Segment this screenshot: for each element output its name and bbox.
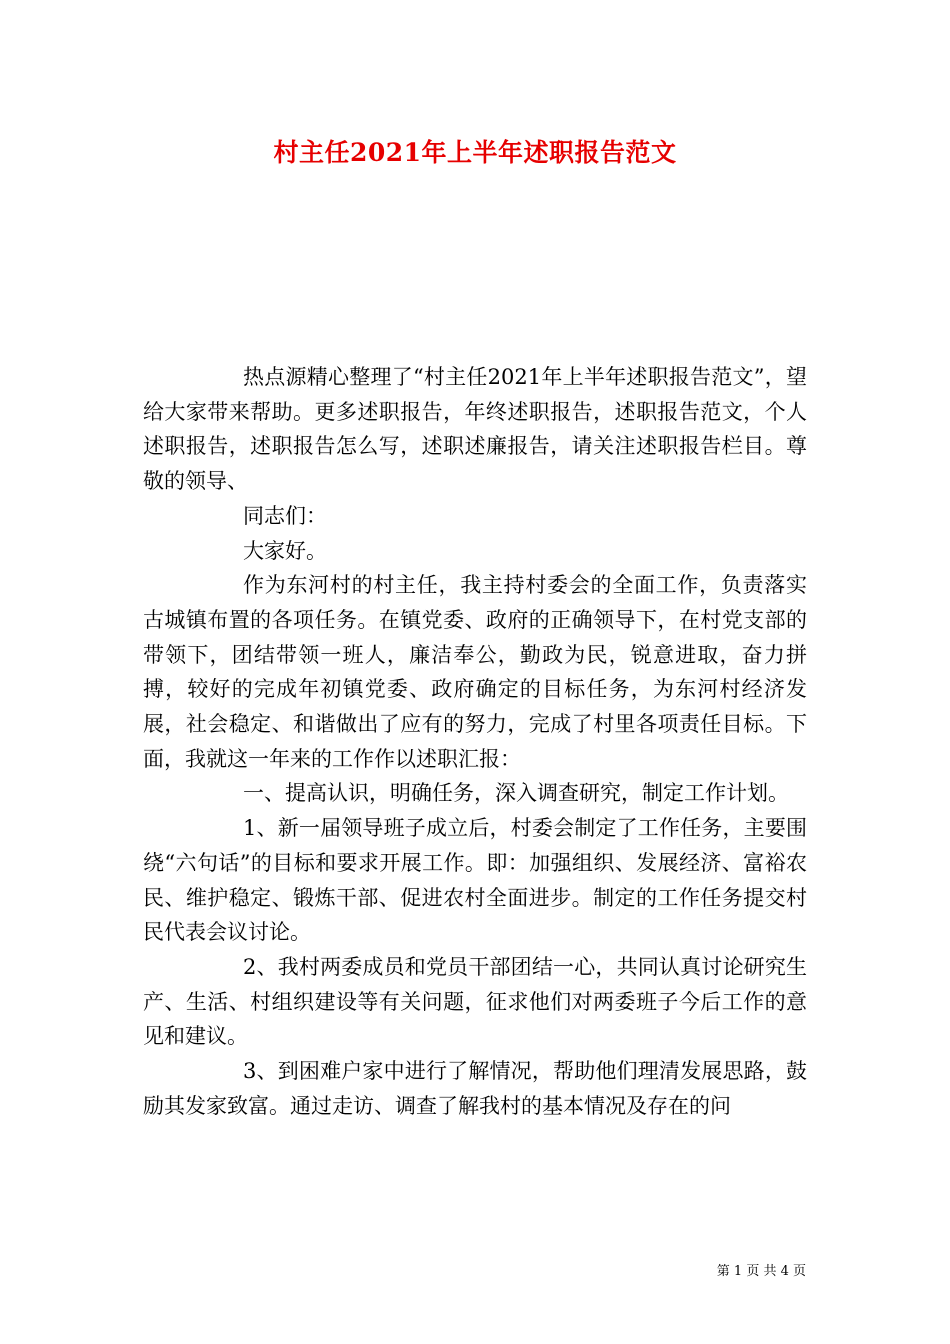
body-paragraph-overview: 作为东河村的村主任，我主持村委会的全面工作，负责落实古城镇布置的各项任务。在镇党委、政府的正确领导下，在村党支部的带领下，团结带领一班人，廉洁奉公，勤政为民，锐意进取，奋力拼搏，较好的完成年初镇党委、政府确定的目标任务，为东河村经济发展，社会稳定、和谐做出了应有的努力，完成了村里各项责任目标。下面，我就这一年来的工作作以述职汇报： — [143, 573, 807, 771]
page-number-footer: 第 1 页 共 4 页 — [716, 1264, 806, 1279]
body-paragraph-salutation: 同志们： — [243, 503, 327, 528]
body-paragraph-section-1: 一、提高认识，明确任务，深入调查研究，制定工作计划。 — [243, 781, 789, 806]
document-title: 村主任2021年上半年述职报告范文 — [273, 138, 677, 167]
body-paragraph-intro: 热点源精心整理了“村主任2021年上半年述职报告范文”，望给大家带来帮助。更多述职报告，年终述职报告，述职报告范文，个人述职报告，述职报告怎么写，述职述廉报告，请关注述职报告栏目。尊敬的领导、 — [143, 365, 807, 494]
body-paragraph-item-2: 2、我村两委成员和党员干部团结一心，共同认真讨论研究生产、生活、村组织建设等有关问题，征求他们对两委班子今后工作的意见和建议。 — [143, 954, 807, 1049]
body-paragraph-item-3: 3、到困难户家中进行了解情况，帮助他们理清发展思路，鼓励其发家致富。通过走访、调查了解我村的基本情况及存在的问 — [143, 1059, 807, 1118]
body-paragraph-greeting: 大家好。 — [243, 538, 327, 563]
body-paragraph-item-1: 1、新一届领导班子成立后，村委会制定了工作任务，主要围绕“六句话”的目标和要求开展工作。即：加强组织、发展经济、富裕农民、维护稳定、锻炼干部、促进农村全面进步。制定的工作任务提交村民代表会议讨论。 — [143, 816, 807, 945]
document-body — [143, 360, 807, 1123]
